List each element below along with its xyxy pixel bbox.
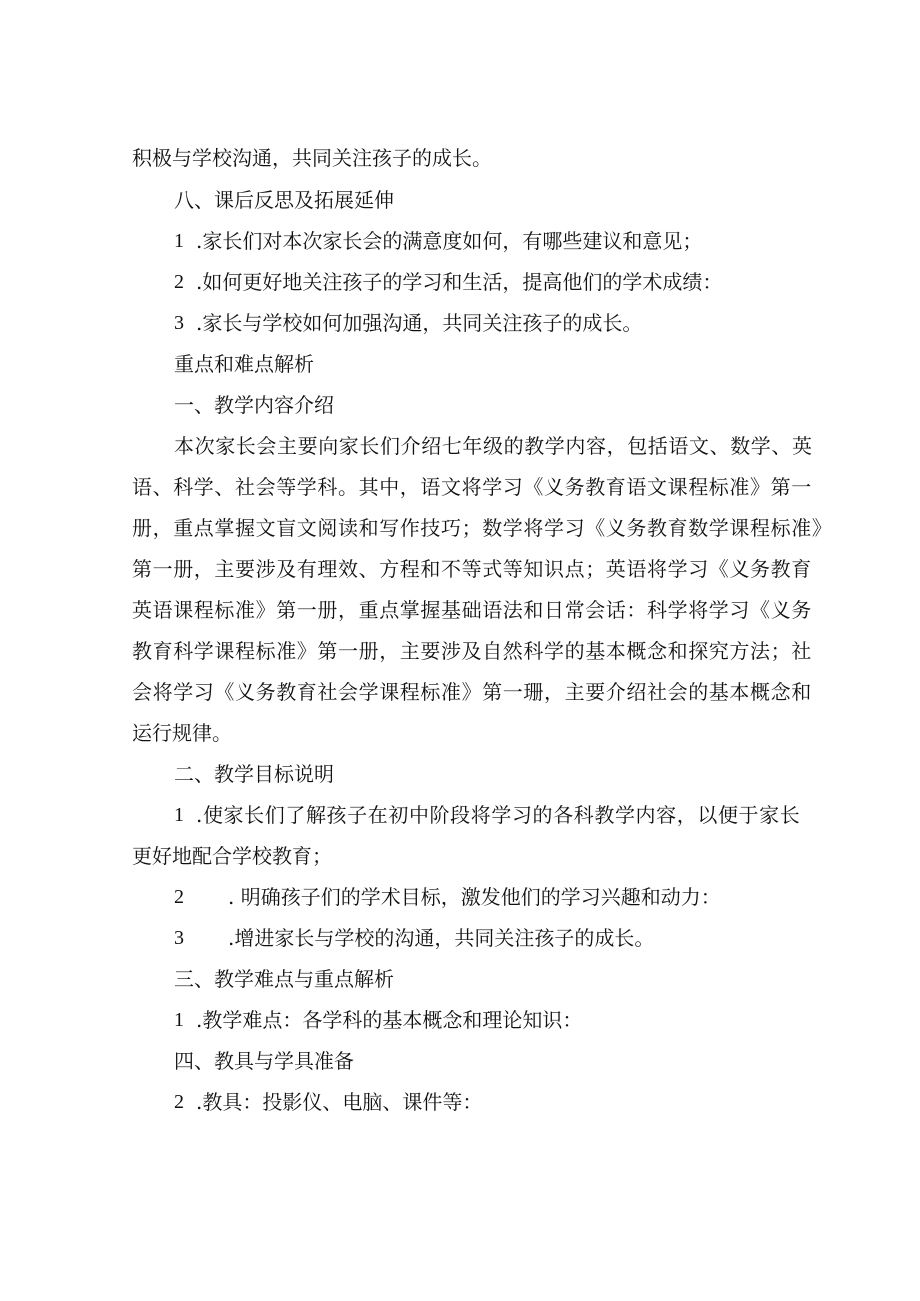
section-heading: 重点和难点解析 bbox=[174, 352, 314, 376]
item-number: 3 bbox=[174, 312, 184, 334]
paragraph-line: 会将学习《义务教育社会学课程标准》第一珊，主要介绍社会的基本概念和 bbox=[132, 680, 812, 704]
section-heading: 一、教学内容介绍 bbox=[174, 393, 334, 417]
paragraph-line: 教育科学课程标准》第一册，主要涉及自然科学的基本概念和探究方法；社 bbox=[132, 639, 812, 663]
section-heading: 二、教学目标说明 bbox=[174, 762, 334, 786]
item-number: 2 bbox=[174, 1091, 184, 1113]
list-item-text: . 明确孩子们的学术目标，激发他们的学习兴趣和动力： bbox=[228, 885, 721, 909]
paragraph-line: 本次家长会主要向家长们介绍七年级的教学内容，包括语文、数学、英 bbox=[174, 434, 813, 458]
item-number: 3 bbox=[174, 927, 184, 949]
list-item-text: .家长与学校如何加强沟通，共同关注孩子的成长。 bbox=[196, 311, 643, 335]
paragraph-line: 运行规律。 bbox=[132, 721, 232, 745]
section-heading: 三、教学难点与重点解析 bbox=[174, 967, 394, 991]
item-number: 2 bbox=[174, 271, 184, 293]
section-heading: 四、教具与学具准备 bbox=[174, 1049, 354, 1073]
list-item-text: .增进家长与学校的沟通，共同关注孩子的成长。 bbox=[228, 926, 655, 950]
paragraph-line: 英语课程标准》第一册，重点掌握基础语法和日常会话：科学将学习《义务 bbox=[132, 598, 812, 622]
paragraph-line: 册，重点掌握文盲文阅读和写作技巧；数学将学习《义务教育数学课程标准》 bbox=[132, 516, 833, 540]
list-item-text: 更好地配合学校教育； bbox=[132, 844, 332, 868]
text-line: 积极与学校沟通，共同关注孩子的成长。 bbox=[132, 146, 492, 170]
list-item-text: .教具：投影仪、电脑、课件等： bbox=[196, 1090, 483, 1114]
item-number: 2 bbox=[174, 886, 184, 908]
item-number: 1 bbox=[174, 1009, 184, 1031]
paragraph-line: 语、科学、社会等学科。其中，语文将学习《义务教育语文课程标准》第一 bbox=[132, 475, 812, 499]
paragraph-line: 第一册，主要涉及有理效、方程和不等式等知识点；英语将学习《义务教育 bbox=[132, 557, 812, 581]
section-heading: 八、课后反思及拓展延伸 bbox=[174, 188, 394, 212]
list-item-text: .教学难点：各学科的基本概念和理论知识： bbox=[196, 1008, 583, 1032]
list-item-text: .使家长们了解孩子在初中阶段将学习的各科教学内容，以便于家长 bbox=[196, 803, 801, 827]
item-number: 1 bbox=[174, 804, 184, 826]
item-number: 1 bbox=[174, 230, 184, 252]
list-item-text: .家长们对本次家长会的满意度如何，有哪些建议和意见； bbox=[196, 229, 703, 253]
list-item-text: .如何更好地关注孩子的学习和生活，提高他们的学术成绩： bbox=[196, 270, 723, 294]
